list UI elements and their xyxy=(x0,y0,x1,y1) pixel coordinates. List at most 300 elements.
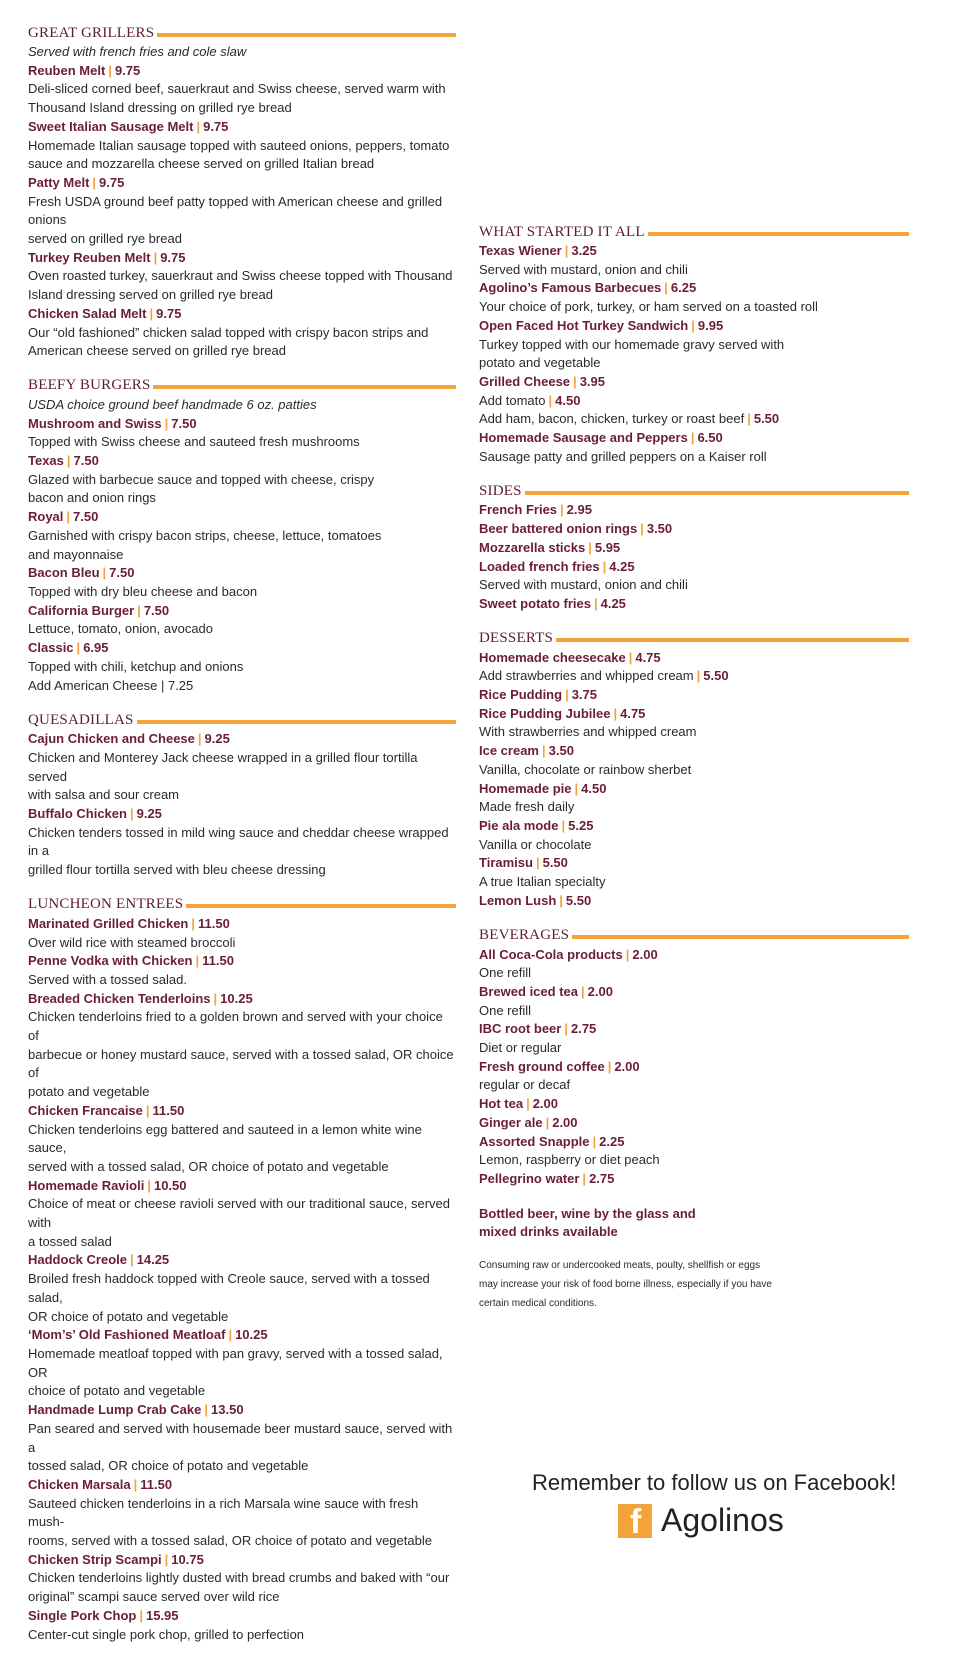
price-separator: | xyxy=(228,1327,233,1343)
item-price: 3.50 xyxy=(646,521,673,537)
menu-item xyxy=(28,602,456,639)
item-price: 3.95 xyxy=(579,373,605,389)
section-header xyxy=(479,223,909,241)
item-line xyxy=(479,595,909,614)
item-description: Our “old fashioned” chicken salad topped with crispy bacon strips and xyxy=(28,324,429,340)
item-name: Texas xyxy=(28,453,64,469)
menu-item xyxy=(28,174,456,249)
health-disclaimer xyxy=(479,1256,779,1313)
item-description: Made fresh daily xyxy=(479,799,575,815)
menu-item xyxy=(479,520,909,539)
addon-text: Add strawberries and whipped cream xyxy=(479,668,694,684)
item-line xyxy=(28,952,456,971)
item-price: 3.75 xyxy=(571,687,598,703)
section-header xyxy=(28,896,456,914)
price-separator: | xyxy=(664,280,668,296)
price-separator: | xyxy=(607,1058,612,1074)
item-description: Topped with dry bleu cheese and bacon xyxy=(28,583,258,599)
price-separator: | xyxy=(108,62,112,78)
item-price: 7.50 xyxy=(73,509,99,525)
item-line xyxy=(28,118,456,137)
item-line xyxy=(28,452,456,471)
item-description: Over wild rice with steamed broccoli xyxy=(28,934,236,950)
item-name: Chicken Strip Scampi xyxy=(28,1551,162,1567)
item-line xyxy=(479,1058,909,1077)
item-price: 2.00 xyxy=(614,1058,640,1074)
item-description: Served with mustard, onion and chili xyxy=(479,261,688,277)
item-line xyxy=(28,1326,456,1345)
item-line xyxy=(28,249,456,268)
item-line xyxy=(28,990,456,1009)
item-line xyxy=(479,1020,909,1039)
item-line xyxy=(479,649,909,668)
item-description: Thousand Island dressing on grilled rye bread xyxy=(28,100,292,116)
section-title: SIDES xyxy=(479,482,522,499)
price-separator: | xyxy=(66,453,71,469)
item-name: Chicken Salad Melt xyxy=(28,305,147,321)
price-separator: | xyxy=(102,565,107,581)
menu-section xyxy=(479,223,909,466)
menu-item xyxy=(28,452,456,508)
disclaimer-line: certain medical conditions. xyxy=(479,1298,597,1310)
menu-item xyxy=(479,780,909,817)
menu-item xyxy=(28,1102,456,1177)
item-name: ‘Mom’s’ Old Fashioned Meatloaf xyxy=(28,1327,226,1343)
price-separator: | xyxy=(197,731,202,747)
item-description: Garnished with crispy bacon strips, cheese, lettuce, tomatoes xyxy=(28,527,382,543)
item-price: 5.50 xyxy=(542,855,568,871)
item-line xyxy=(479,854,909,873)
section-title: LUNCHEON ENTREES xyxy=(28,896,184,913)
item-line xyxy=(28,1102,456,1121)
menu-section xyxy=(28,896,456,1644)
item-description: Chicken tenderloins egg battered and sauteed in a lemon white wine sauce, xyxy=(28,1121,422,1156)
item-line xyxy=(28,602,456,621)
price-separator: | xyxy=(129,806,134,822)
section-rule xyxy=(648,232,909,236)
menu-item xyxy=(479,649,909,686)
item-price: 4.75 xyxy=(635,649,661,665)
price-separator: | xyxy=(581,983,585,999)
section-rule xyxy=(137,720,456,724)
price-separator: | xyxy=(564,243,569,258)
menu-item xyxy=(28,730,456,805)
item-name: Hot tea xyxy=(479,1096,524,1112)
item-description: Pan seared and served with housemade beer mustard sauce, served with a xyxy=(28,1420,453,1455)
drinks-note-line: Bottled beer, wine by the glass and xyxy=(479,1205,696,1221)
item-description: Diet or regular xyxy=(479,1040,562,1056)
menu-item xyxy=(479,892,909,911)
item-price: 4.75 xyxy=(620,705,646,721)
facebook-brand[interactable] xyxy=(618,1502,852,1539)
item-line xyxy=(28,805,456,824)
facebook-icon[interactable] xyxy=(618,1502,652,1541)
item-price: 2.00 xyxy=(552,1114,578,1130)
disclaimer-line: Consuming raw or undercooked meats, poulty, shellfish or eggs xyxy=(479,1260,761,1272)
disclaimer-line: may increase your risk of food borne illness, especially if you have xyxy=(479,1279,772,1291)
menu-item xyxy=(479,817,909,854)
item-price: 9.95 xyxy=(697,317,724,333)
item-name: Bacon Bleu xyxy=(28,565,100,581)
item-price: 13.50 xyxy=(211,1402,244,1418)
item-description: Your choice of pork, turkey, or ham served on a toasted roll xyxy=(479,299,818,315)
price-separator: | xyxy=(625,946,630,962)
item-price: 11.50 xyxy=(198,915,230,931)
item-price: 10.75 xyxy=(171,1551,204,1567)
item-price: 15.95 xyxy=(145,1607,179,1623)
item-description: potato and vegetable xyxy=(479,355,601,371)
item-price: 5.50 xyxy=(565,892,592,908)
menu-item xyxy=(479,742,909,779)
item-price: 6.95 xyxy=(83,640,109,656)
price-separator: | xyxy=(153,249,158,265)
item-price: 2.25 xyxy=(599,1133,625,1149)
addon-price: 5.50 xyxy=(753,411,780,427)
item-line xyxy=(28,1476,456,1495)
menu-item xyxy=(28,1476,456,1551)
price-separator: | xyxy=(195,953,200,969)
item-description: original” scampi sauce served over wild rice xyxy=(28,1589,280,1605)
facebook-promo xyxy=(532,1470,897,1541)
item-line xyxy=(479,1133,909,1152)
item-name: Mushroom and Swiss xyxy=(28,415,162,431)
menu-item xyxy=(479,1020,909,1057)
menu-item xyxy=(479,1170,909,1189)
item-name: Brewed iced tea xyxy=(479,983,578,999)
drinks-note xyxy=(479,1205,909,1242)
menu-item xyxy=(28,952,456,989)
item-description: with salsa and sour cream xyxy=(28,787,180,803)
item-price: 6.25 xyxy=(670,280,697,296)
item-price: 5.25 xyxy=(568,817,594,833)
menu-item xyxy=(479,686,909,705)
price-separator: | xyxy=(196,118,201,134)
item-description: Chicken tenders tossed in mild wing sauce and cheddar cheese wrapped in a xyxy=(28,824,449,859)
item-description: One refill xyxy=(479,965,532,981)
menu-section xyxy=(28,711,456,880)
price-separator: | xyxy=(561,817,566,833)
item-description: regular or decaf xyxy=(479,1077,571,1093)
item-description: Served with mustard, onion and chili xyxy=(479,577,688,593)
drinks-note-line: mixed drinks available xyxy=(479,1224,618,1240)
price-separator: | xyxy=(628,649,633,665)
addon-price: 5.50 xyxy=(703,668,729,684)
menu-item xyxy=(479,1133,909,1170)
menu-item xyxy=(479,429,909,466)
item-name: Rice Pudding xyxy=(479,687,563,703)
item-description: Add American Cheese | 7.25 xyxy=(28,677,194,693)
price-separator: | xyxy=(147,1177,151,1193)
item-price: 3.25 xyxy=(571,243,597,258)
item-price: 10.25 xyxy=(235,1327,268,1343)
item-price: 2.00 xyxy=(632,946,658,962)
menu-item xyxy=(479,317,909,373)
price-separator: | xyxy=(593,595,598,611)
item-description: With strawberries and whipped cream xyxy=(479,724,697,740)
price-separator: | xyxy=(139,1607,143,1623)
section-title: BEEFY BURGERS xyxy=(28,377,151,394)
item-name: Royal xyxy=(28,509,64,525)
item-price: 4.25 xyxy=(609,558,635,574)
item-description: One refill xyxy=(479,1002,532,1018)
item-description: Sausage patty and grilled peppers on a Kaiser roll xyxy=(479,448,767,464)
item-name: Sweet potato fries xyxy=(479,595,591,611)
item-description: Homemade Italian sausage topped with sauteed onions, peppers, tomato xyxy=(28,137,450,153)
item-name: Classic xyxy=(28,640,74,656)
item-name: Handmade Lump Crab Cake xyxy=(28,1402,202,1418)
facebook-prompt: Remember to follow us on Facebook! xyxy=(532,1470,897,1495)
item-name: Haddock Creole xyxy=(28,1252,127,1268)
item-description: Chicken tenderloins lightly dusted with bread crumbs and baked with “our xyxy=(28,1570,450,1586)
item-line xyxy=(479,1170,909,1189)
item-price: 9.25 xyxy=(136,806,162,822)
item-price: 2.75 xyxy=(589,1170,615,1186)
item-description: Fresh USDA ground beef patty topped with American cheese and grilled onions xyxy=(28,193,443,228)
menu-item xyxy=(28,118,456,174)
section-header xyxy=(479,482,909,500)
facebook-glyph: f xyxy=(630,1502,642,1541)
addon-text: Add ham, bacon, chicken, turkey or roast beef xyxy=(479,411,745,427)
item-name: Tiramisu xyxy=(479,855,533,871)
item-price: 9.75 xyxy=(160,249,186,265)
item-addon xyxy=(479,410,909,429)
item-description: Lemon, raspberry or diet peach xyxy=(479,1152,660,1168)
item-description: tossed salad, OR choice of potato and vegetable xyxy=(28,1458,309,1474)
item-price: 4.25 xyxy=(600,595,626,611)
item-line xyxy=(479,1114,909,1133)
section-rule xyxy=(153,385,456,389)
item-price: 4.50 xyxy=(581,780,607,796)
item-description: rooms, served with a tossed salad, OR choice of potato and vegetable xyxy=(28,1533,432,1549)
right-sections xyxy=(479,223,909,1189)
price-separator: | xyxy=(164,1551,169,1567)
price-separator: | xyxy=(545,1114,550,1130)
menu-item xyxy=(28,1607,456,1644)
item-description: served on grilled rye bread xyxy=(28,231,182,247)
section-title: DESSERTS xyxy=(479,630,554,647)
item-description: Deli-sliced corned beef, sauerkraut and Swiss cheese, served warm with xyxy=(28,81,446,97)
price-separator: | xyxy=(691,317,695,333)
price-separator: | xyxy=(526,1096,530,1112)
item-description: served with a tossed salad, OR choice of potato and vegetable xyxy=(28,1158,389,1174)
menu-item xyxy=(28,305,456,361)
item-description: Island dressing served on grilled rye bread xyxy=(28,287,273,303)
item-name: Beer battered onion rings xyxy=(479,521,638,537)
item-name: Agolino’s Famous Barbecues xyxy=(479,280,662,296)
item-name: Pellegrino water xyxy=(479,1170,580,1186)
price-separator: | xyxy=(164,415,169,431)
item-description: Chicken tenderloins fried to a golden brown and served with your choice of xyxy=(28,1009,443,1044)
item-name: Ice cream xyxy=(479,743,539,759)
price-separator: | xyxy=(565,687,569,703)
menu-item xyxy=(479,501,909,520)
item-name: Sweet Italian Sausage Melt xyxy=(28,118,194,134)
item-description: sauce and mozzarella cheese served on grilled Italian bread xyxy=(28,156,375,172)
menu-item xyxy=(28,1401,456,1476)
item-line xyxy=(479,983,909,1002)
item-line xyxy=(28,1251,456,1270)
item-description: OR choice of potato and vegetable xyxy=(28,1308,229,1324)
item-description: Served with a tossed salad. xyxy=(28,971,187,987)
section-rule xyxy=(556,638,909,642)
price-separator: | xyxy=(747,411,751,427)
item-line xyxy=(28,305,456,324)
price-separator: | xyxy=(690,430,695,446)
item-line xyxy=(28,508,456,527)
price-separator: | xyxy=(191,915,196,931)
item-line xyxy=(479,742,909,761)
price-separator: | xyxy=(92,174,97,190)
item-description: Oven roasted turkey, sauerkraut and Swiss cheese topped with Thousand xyxy=(28,268,453,284)
item-name: Breaded Chicken Tenderloins xyxy=(28,990,211,1006)
item-description: potato and vegetable xyxy=(28,1084,150,1100)
section-rule xyxy=(525,491,909,495)
price-separator: | xyxy=(560,502,564,518)
item-line xyxy=(479,817,909,836)
item-name: Marinated Grilled Chicken xyxy=(28,915,189,931)
item-name: Homemade Sausage and Peppers xyxy=(479,430,688,446)
item-price: 2.75 xyxy=(570,1021,597,1037)
item-name: Cajun Chicken and Cheese xyxy=(28,731,195,747)
section-header xyxy=(28,711,456,729)
item-description: Vanilla, chocolate or rainbow sherbet xyxy=(479,761,692,777)
section-header xyxy=(479,927,909,945)
item-line xyxy=(479,317,909,336)
menu-item xyxy=(479,1114,909,1133)
section-rule xyxy=(572,935,909,939)
item-description: Glazed with barbecue sauce and topped with cheese, crispy xyxy=(28,471,375,487)
item-line xyxy=(479,686,909,705)
item-description: Topped with Swiss cheese and sauteed fresh mushrooms xyxy=(28,434,360,450)
menu-section xyxy=(479,927,909,1189)
menu-section xyxy=(28,377,456,695)
item-name: Penne Vodka with Chicken xyxy=(28,953,193,969)
item-description: grilled flour tortilla served with bleu cheese dressing xyxy=(28,862,326,878)
menu-item xyxy=(479,539,909,558)
item-name: Grilled Cheese xyxy=(479,373,571,389)
item-line xyxy=(28,564,456,583)
menu-item xyxy=(28,564,456,601)
menu-item xyxy=(479,1095,909,1114)
section-header xyxy=(479,630,909,648)
item-name: Assorted Snapple xyxy=(479,1133,590,1149)
item-line xyxy=(479,1095,909,1114)
menu-section xyxy=(28,24,456,361)
price-separator: | xyxy=(535,855,540,871)
item-price: 9.25 xyxy=(204,731,230,747)
item-description: Chicken and Monterey Jack cheese wrapped in a grilled flour tortilla served xyxy=(28,749,418,784)
item-name: Patty Melt xyxy=(28,174,90,190)
item-name: French Fries xyxy=(479,502,558,518)
item-name: Reuben Melt xyxy=(28,62,106,78)
menu-item xyxy=(28,805,456,880)
menu-item xyxy=(28,1251,456,1326)
item-description: Center-cut single pork chop, grilled to perfection xyxy=(28,1626,305,1642)
price-separator: | xyxy=(204,1402,209,1418)
price-separator: | xyxy=(149,305,154,321)
item-description: American cheese served on grilled rye bread xyxy=(28,343,286,359)
item-line xyxy=(479,429,909,448)
item-name: Fresh ground coffee xyxy=(479,1058,605,1074)
item-description: choice of potato and vegetable xyxy=(28,1383,206,1399)
section-rule xyxy=(157,33,456,37)
item-name: Texas Wiener xyxy=(479,243,562,258)
menu-right-column xyxy=(479,223,909,1313)
item-line xyxy=(28,1607,456,1626)
item-description: and mayonnaise xyxy=(28,546,124,562)
menu-item xyxy=(479,373,909,429)
item-name: IBC root beer xyxy=(479,1021,562,1037)
price-separator: | xyxy=(696,668,701,684)
item-line xyxy=(479,242,909,261)
item-line xyxy=(28,1177,456,1196)
menu-item xyxy=(28,62,456,118)
item-addon xyxy=(479,392,909,411)
item-line xyxy=(479,373,909,392)
item-price: 2.00 xyxy=(587,983,613,999)
menu-item xyxy=(28,415,456,452)
item-name: Single Pork Chop xyxy=(28,1607,137,1623)
item-price: 7.50 xyxy=(171,415,197,431)
item-description: Choice of meat or cheese ravioli served with our traditional sauce, served with xyxy=(28,1196,450,1231)
price-separator: | xyxy=(574,780,579,796)
price-separator: | xyxy=(564,1021,568,1037)
item-description: barbecue or honey mustard sauce, served with a tossed salad, OR choice of xyxy=(28,1046,454,1081)
item-name: Homemade cheesecake xyxy=(479,649,626,665)
item-addon xyxy=(479,667,909,686)
item-name: California Burger xyxy=(28,602,135,618)
price-separator: | xyxy=(145,1102,150,1118)
section-header xyxy=(28,377,456,395)
item-price: 10.50 xyxy=(153,1177,187,1193)
item-price: 7.50 xyxy=(143,602,170,618)
item-name: Loaded french fries xyxy=(479,558,600,574)
item-line xyxy=(28,62,456,81)
item-price: 5.95 xyxy=(594,539,621,555)
price-separator: | xyxy=(129,1252,134,1268)
menu-item xyxy=(479,983,909,1020)
item-line xyxy=(479,892,909,911)
item-line xyxy=(28,730,456,749)
item-line xyxy=(479,705,909,724)
item-name: Chicken Francaise xyxy=(28,1102,143,1118)
menu-item xyxy=(479,946,909,983)
item-name: Lemon Lush xyxy=(479,892,557,908)
section-header xyxy=(28,24,456,42)
menu-item xyxy=(28,1177,456,1252)
item-name: Homemade Ravioli xyxy=(28,1177,145,1193)
item-description: Vanilla or chocolate xyxy=(479,836,592,852)
menu-item xyxy=(479,558,909,595)
price-separator: | xyxy=(559,892,563,908)
item-line xyxy=(479,279,909,298)
item-description: Broiled fresh haddock topped with Creole sauce, served with a tossed salad, xyxy=(28,1271,430,1305)
price-separator: | xyxy=(137,602,141,618)
menu-item xyxy=(479,1058,909,1095)
item-name: Open Faced Hot Turkey Sandwich xyxy=(479,317,689,333)
price-separator: | xyxy=(573,373,577,389)
menu-item xyxy=(479,595,909,614)
item-line xyxy=(28,1401,456,1420)
price-separator: | xyxy=(588,539,592,555)
item-description: a tossed salad xyxy=(28,1233,112,1249)
item-price: 10.25 xyxy=(220,990,253,1006)
facebook-page-name[interactable]: Agolinos xyxy=(661,1502,784,1538)
section-title: BEVERAGES xyxy=(479,927,570,943)
item-name: Mozzarella sticks xyxy=(479,539,586,555)
item-price: 9.75 xyxy=(99,174,125,190)
item-name: Homemade pie xyxy=(479,780,572,796)
